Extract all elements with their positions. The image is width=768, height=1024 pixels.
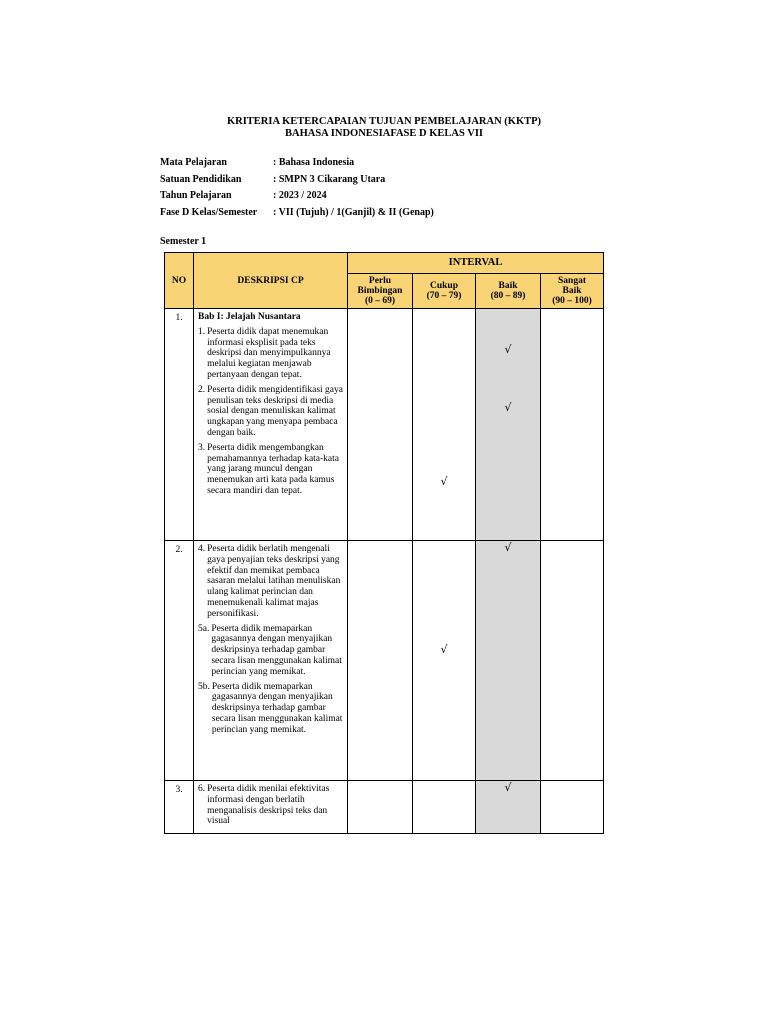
cp-item-text: Peserta didik berlatih mengenali gaya penyajian teks deskripsi yang efektif dan memikat pembaca sasaran melalui latihan menuliskan ulang kalimat perincian dan menemukenali kalimat majas personifikasi.	[207, 544, 341, 619]
cell-baik	[476, 781, 541, 834]
cp-item	[198, 327, 344, 381]
meta-label: Mata Pelajaran	[160, 157, 227, 168]
header-interval: INTERVAL	[348, 253, 604, 274]
check-mark-icon: √	[440, 643, 448, 656]
cp-item-text: Peserta didik memaparkan gagasannya dengan menyajikan deskripsinya terhadap gambar secara lisan menggunakan kalimat perincian yang memikat.	[211, 623, 342, 677]
row-number: 2.	[165, 541, 194, 781]
meta-row-fase-kelas-semester	[160, 205, 434, 222]
meta-label: Satuan Pendidikan	[160, 173, 242, 185]
row-number: 3.	[165, 781, 194, 834]
header-sangat-baik	[541, 274, 604, 309]
cp-item	[198, 385, 344, 439]
cp-description	[194, 541, 348, 781]
check-mark-icon: √	[504, 401, 512, 414]
title-line-1: KRITERIA KETERCAPAIAN TUJUAN PEMBELAJARAN (KKTP)	[226, 116, 542, 127]
cell-cukup	[413, 541, 476, 781]
cell-sangat-baik	[541, 541, 604, 781]
meta-value: : SMPN 3 Cikarang Utara	[273, 173, 386, 185]
meta-label: Fase D Kelas/Semester	[160, 206, 258, 218]
header-cukup	[413, 274, 476, 309]
cell-perlu-bimbingan	[348, 781, 413, 834]
meta-value: : Bahasa Indonesia	[273, 157, 355, 168]
meta-row-satuan-pendidikan	[160, 172, 434, 189]
header-text: Cukup	[430, 281, 458, 291]
meta-label: Tahun Pelajaran	[160, 190, 232, 201]
cell-cukup	[413, 781, 476, 834]
cp-item-number: 1.	[198, 326, 206, 337]
cp-item	[198, 682, 344, 736]
cp-item-number: 2.	[198, 384, 206, 395]
check-mark-icon: √	[504, 541, 512, 554]
document-meta	[160, 155, 434, 221]
kktp-table	[164, 252, 604, 834]
header-text: (0 – 69)	[364, 296, 396, 306]
cell-baik	[476, 309, 541, 541]
cp-item-number: 6.	[198, 784, 206, 794]
cp-item	[198, 544, 344, 620]
header-text: Bimbingan	[357, 286, 403, 296]
cp-item-text: Peserta didik mengidentifikasi gaya penulisan teks deskripsi di media sosial dengan menuliskan kalimat ungkapan yang menyapa pembaca dengan baik.	[207, 384, 343, 438]
cell-perlu-bimbingan	[348, 541, 413, 781]
table-row	[165, 541, 604, 781]
cp-description	[194, 781, 348, 834]
cp-item-number: 5b.	[198, 681, 210, 692]
cell-sangat-baik	[541, 309, 604, 541]
header-text: (70 – 79)	[426, 291, 462, 301]
check-mark-icon: √	[504, 343, 512, 356]
meta-value: : 2023 / 2024	[273, 190, 327, 201]
document-title	[0, 116, 768, 140]
cp-description	[194, 309, 348, 541]
cp-item-text: Peserta didik menilai efektivitas informasi dengan berlatih menganalisis deskripsi teks dan visual	[207, 784, 330, 827]
semester-label: Semester 1	[160, 236, 207, 247]
cp-item-text: Peserta didik mengembangkan pemahamannya terhadap kata-kata yang jarang muncul dengan menemukan arti kata pada kamus secara mandiri dan tepat.	[207, 442, 339, 496]
cp-item	[198, 784, 344, 827]
meta-row-tahun-pelajaran	[160, 188, 434, 205]
meta-value: : VII (Tujuh) / 1(Ganjil) & II (Genap)	[273, 206, 434, 218]
cell-cukup	[413, 309, 476, 541]
meta-row-mata-pelajaran	[160, 155, 434, 172]
cp-item	[198, 624, 344, 678]
header-text: Baik	[562, 286, 582, 296]
cell-perlu-bimbingan	[348, 309, 413, 541]
cell-baik	[476, 541, 541, 781]
cp-item-text: Peserta didik dapat menemukan informasi eksplisit pada teks deskripsi dan menyimpulkannya melalui kegiatan menjawab pertanyaan dengan tepat.	[207, 326, 331, 380]
header-text: Baik	[498, 281, 518, 291]
table-row	[165, 781, 604, 834]
header-text: (80 – 89)	[490, 291, 526, 301]
cp-item-number: 5a.	[198, 623, 210, 634]
cp-item-number: 3.	[198, 442, 206, 453]
check-mark-icon: √	[504, 781, 512, 794]
row-number: 1.	[165, 309, 194, 541]
header-text: Sangat	[558, 276, 586, 286]
header-text: Perlu	[368, 276, 392, 286]
cp-item-text: Peserta didik memaparkan gagasannya dengan menyajikan deskripsinya terhadap gambar secara lisan menggunakan kalimat perincian yang memikat.	[211, 681, 343, 735]
header-text: (90 – 100)	[552, 296, 592, 306]
title-line-2: BAHASA INDONESIAFASE D KELAS VII	[285, 128, 483, 139]
cell-sangat-baik	[541, 781, 604, 834]
header-no: NO	[165, 253, 194, 309]
table-row	[165, 309, 604, 541]
chapter-title: Bab I: Jelajah Nusantara	[198, 312, 301, 322]
cp-item	[198, 443, 344, 497]
cp-item-number: 4.	[198, 544, 206, 554]
header-deskripsi-cp: DESKRIPSI CP	[194, 253, 348, 309]
header-baik	[476, 274, 541, 309]
header-perlu-bimbingan	[348, 274, 413, 309]
check-mark-icon: √	[440, 475, 448, 488]
